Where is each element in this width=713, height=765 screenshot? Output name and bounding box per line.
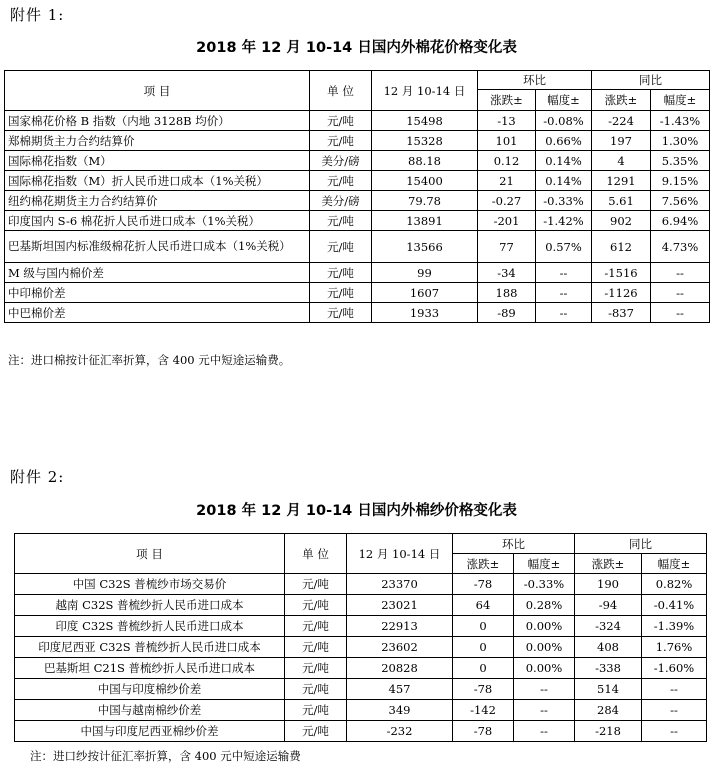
cell-mom-change: -201 <box>478 211 536 231</box>
cell-value: 1933 <box>372 303 478 323</box>
cell-yoy-pct: 4.73% <box>651 231 710 263</box>
cell-yoy-pct: 1.76% <box>642 637 707 658</box>
cell-value: 99 <box>372 263 478 283</box>
cell-yoy-pct: -- <box>651 263 710 283</box>
cell-unit: 元/吨 <box>310 303 372 323</box>
cell-item: 中国与越南棉纱价差 <box>15 700 285 721</box>
header-mom-change: 涨跌± <box>453 554 514 574</box>
cell-unit: 元/吨 <box>310 171 372 191</box>
cell-mom-change: -142 <box>453 700 514 721</box>
cell-yoy-pct: 5.35% <box>651 151 710 171</box>
table-row <box>15 658 707 679</box>
cotton-table-note: 注：进口棉按计征汇率折算，含 400 元中短途运输费。 <box>8 353 291 367</box>
cell-mom-pct: -1.42% <box>536 211 592 231</box>
yarn-table-title: 2018 年 12 月 10-14 日国内外棉纱价格变化表 <box>196 503 517 519</box>
cell-value: 23021 <box>347 595 453 616</box>
cell-yoy-change: -338 <box>575 658 642 679</box>
cell-value: 23370 <box>347 574 453 595</box>
cell-unit: 元/吨 <box>285 679 347 700</box>
cell-item: 印度国内 S-6 棉花折人民币进口成本（1%关税） <box>5 211 310 231</box>
header-mom: 环比 <box>453 534 575 554</box>
cell-unit: 元/吨 <box>285 721 347 742</box>
cell-mom-change: 0 <box>453 658 514 679</box>
cell-yoy-change: -324 <box>575 616 642 637</box>
cell-mom-change: 0 <box>453 616 514 637</box>
cell-yoy-pct: -0.41% <box>642 595 707 616</box>
table-row <box>5 263 710 283</box>
cell-item: 中国与印度尼西亚棉纱价差 <box>15 721 285 742</box>
cell-mom-change: -34 <box>478 263 536 283</box>
cell-yoy-pct: -1.60% <box>642 658 707 679</box>
cell-value: 13891 <box>372 211 478 231</box>
cell-value: 457 <box>347 679 453 700</box>
cell-item: 国家棉花价格 B 指数（内地 3128B 均价） <box>5 111 310 131</box>
table-row <box>5 303 710 323</box>
cell-value: 15328 <box>372 131 478 151</box>
cell-unit: 元/吨 <box>285 616 347 637</box>
cell-unit: 元/吨 <box>285 658 347 679</box>
cell-value: -232 <box>347 721 453 742</box>
cell-item: 国际棉花指数（M）折人民币进口成本（1%关税） <box>5 171 310 191</box>
header-item: 项 目 <box>15 534 285 574</box>
cell-item: 中国 C32S 普梳纱市场交易价 <box>15 574 285 595</box>
cell-yoy-pct: -- <box>651 303 710 323</box>
cotton-table-title: 2018 年 12 月 10-14 日国内外棉花价格变化表 <box>196 40 517 56</box>
cell-yoy-pct: -- <box>651 283 710 303</box>
cell-yoy-change: 197 <box>592 131 651 151</box>
cell-yoy-pct: -- <box>642 700 707 721</box>
table-row <box>15 574 707 595</box>
cell-yoy-pct: -1.43% <box>651 111 710 131</box>
cell-value: 79.78 <box>372 191 478 211</box>
cell-yoy-change: -218 <box>575 721 642 742</box>
table-row <box>15 595 707 616</box>
cell-mom-change: 0 <box>453 637 514 658</box>
cell-value: 20828 <box>347 658 453 679</box>
table-row <box>5 231 710 263</box>
cell-mom-pct: -- <box>514 700 575 721</box>
cell-mom-change: 188 <box>478 283 536 303</box>
attachment-1-label: 附件 1: <box>10 6 65 24</box>
cell-mom-change: 77 <box>478 231 536 263</box>
cell-yoy-change: 1291 <box>592 171 651 191</box>
table-row <box>15 721 707 742</box>
cell-mom-pct: -- <box>514 679 575 700</box>
cell-item: 中国与印度棉纱价差 <box>15 679 285 700</box>
cell-mom-change: -0.27 <box>478 191 536 211</box>
table-row <box>5 211 710 231</box>
cell-yoy-pct: -1.39% <box>642 616 707 637</box>
table-row <box>15 679 707 700</box>
cell-mom-change: 21 <box>478 171 536 191</box>
cell-unit: 元/吨 <box>310 263 372 283</box>
cell-mom-pct: 0.28% <box>514 595 575 616</box>
cell-unit: 元/吨 <box>285 574 347 595</box>
cell-mom-pct: -- <box>536 263 592 283</box>
cell-yoy-pct: 6.94% <box>651 211 710 231</box>
cell-value: 349 <box>347 700 453 721</box>
cell-value: 88.18 <box>372 151 478 171</box>
header-yoy-change: 涨跌± <box>592 90 651 111</box>
header-mom-pct: 幅度± <box>514 554 575 574</box>
cell-yoy-change: 408 <box>575 637 642 658</box>
table-row <box>5 171 710 191</box>
cell-yoy-pct: 1.30% <box>651 131 710 151</box>
cell-yoy-change: 4 <box>592 151 651 171</box>
cell-mom-pct: 0.00% <box>514 637 575 658</box>
cell-mom-change: 64 <box>453 595 514 616</box>
header-mom-change: 涨跌± <box>478 90 536 111</box>
attachment-2-label: 附件 2: <box>10 468 65 486</box>
cell-item: 郑棉期货主力合约结算价 <box>5 131 310 151</box>
cell-yoy-change: 902 <box>592 211 651 231</box>
cell-unit: 元/吨 <box>285 700 347 721</box>
header-unit: 单 位 <box>310 71 372 111</box>
table-row <box>5 131 710 151</box>
cell-yoy-change: 514 <box>575 679 642 700</box>
table-row <box>5 283 710 303</box>
cell-mom-pct: -- <box>536 303 592 323</box>
cell-unit: 美分/磅 <box>310 191 372 211</box>
cell-mom-pct: -- <box>514 721 575 742</box>
cell-mom-pct: 0.66% <box>536 131 592 151</box>
cell-mom-pct: 0.00% <box>514 616 575 637</box>
cell-mom-pct: -0.33% <box>536 191 592 211</box>
cell-yoy-pct: 7.56% <box>651 191 710 211</box>
cell-value: 23602 <box>347 637 453 658</box>
header-date: 12 月 10-14 日 <box>372 71 478 111</box>
cell-yoy-change: -1126 <box>592 283 651 303</box>
cell-mom-change: -13 <box>478 111 536 131</box>
cell-mom-change: -89 <box>478 303 536 323</box>
table-row <box>15 700 707 721</box>
cell-value: 13566 <box>372 231 478 263</box>
cell-mom-change: -78 <box>453 574 514 595</box>
header-yoy: 同比 <box>592 71 710 90</box>
header-yoy-change: 涨跌± <box>575 554 642 574</box>
cell-item: 巴基斯坦国内标准级棉花折人民币进口成本（1%关税） <box>5 231 310 263</box>
cell-item: M 级与国内棉价差 <box>5 263 310 283</box>
cell-unit: 元/吨 <box>310 131 372 151</box>
cell-unit: 美分/磅 <box>310 151 372 171</box>
cell-unit: 元/吨 <box>310 283 372 303</box>
cell-mom-change: -78 <box>453 721 514 742</box>
table-row <box>5 111 710 131</box>
cell-yoy-change: -224 <box>592 111 651 131</box>
header-yoy: 同比 <box>575 534 707 554</box>
cell-mom-pct: -- <box>536 283 592 303</box>
header-date: 12 月 10-14 日 <box>347 534 453 574</box>
cell-yoy-pct: -- <box>642 721 707 742</box>
cell-unit: 元/吨 <box>310 111 372 131</box>
cell-mom-pct: 0.14% <box>536 171 592 191</box>
cotton-price-table <box>4 70 710 323</box>
cell-value: 15498 <box>372 111 478 131</box>
cell-item: 印度尼西亚 C32S 普梳纱折人民币进口成本 <box>15 637 285 658</box>
yarn-table-note: 注：进口纱按计征汇率折算，含 400 元中短途运输费 <box>30 749 301 763</box>
yarn-price-table <box>14 533 707 742</box>
cell-item: 中印棉价差 <box>5 283 310 303</box>
cell-yoy-pct: 0.82% <box>642 574 707 595</box>
cell-item: 纽约棉花期货主力合约结算价 <box>5 191 310 211</box>
header-unit: 单 位 <box>285 534 347 574</box>
cell-yoy-change: 5.61 <box>592 191 651 211</box>
cell-mom-change: 101 <box>478 131 536 151</box>
table-row <box>15 616 707 637</box>
cell-mom-pct: 0.00% <box>514 658 575 679</box>
cell-yoy-pct: 9.15% <box>651 171 710 191</box>
cell-yoy-change: -837 <box>592 303 651 323</box>
cell-mom-pct: -0.08% <box>536 111 592 131</box>
cell-yoy-change: 284 <box>575 700 642 721</box>
cell-mom-pct: -0.33% <box>514 574 575 595</box>
cell-value: 22913 <box>347 616 453 637</box>
cell-yoy-change: -94 <box>575 595 642 616</box>
table-row <box>5 151 710 171</box>
header-yoy-pct: 幅度± <box>651 90 710 111</box>
header-yoy-pct: 幅度± <box>642 554 707 574</box>
cell-yoy-change: 612 <box>592 231 651 263</box>
cell-item: 巴基斯坦 C21S 普梳纱折人民币进口成本 <box>15 658 285 679</box>
table-row <box>5 191 710 211</box>
table-row <box>15 637 707 658</box>
cell-yoy-pct: -- <box>642 679 707 700</box>
cell-item: 中巴棉价差 <box>5 303 310 323</box>
cell-mom-pct: 0.14% <box>536 151 592 171</box>
cell-unit: 元/吨 <box>310 211 372 231</box>
cell-mom-change: -78 <box>453 679 514 700</box>
cell-item: 国际棉花指数（M） <box>5 151 310 171</box>
cell-yoy-change: -1516 <box>592 263 651 283</box>
header-mom-pct: 幅度± <box>536 90 592 111</box>
cell-unit: 元/吨 <box>285 595 347 616</box>
cell-value: 1607 <box>372 283 478 303</box>
header-item: 项 目 <box>5 71 310 111</box>
cell-unit: 元/吨 <box>285 637 347 658</box>
cell-yoy-change: 190 <box>575 574 642 595</box>
cell-unit: 元/吨 <box>310 231 372 263</box>
cell-item: 越南 C32S 普梳纱折人民币进口成本 <box>15 595 285 616</box>
cell-value: 15400 <box>372 171 478 191</box>
header-mom: 环比 <box>478 71 592 90</box>
cell-item: 印度 C32S 普梳纱折人民币进口成本 <box>15 616 285 637</box>
cell-mom-change: 0.12 <box>478 151 536 171</box>
cell-mom-pct: 0.57% <box>536 231 592 263</box>
